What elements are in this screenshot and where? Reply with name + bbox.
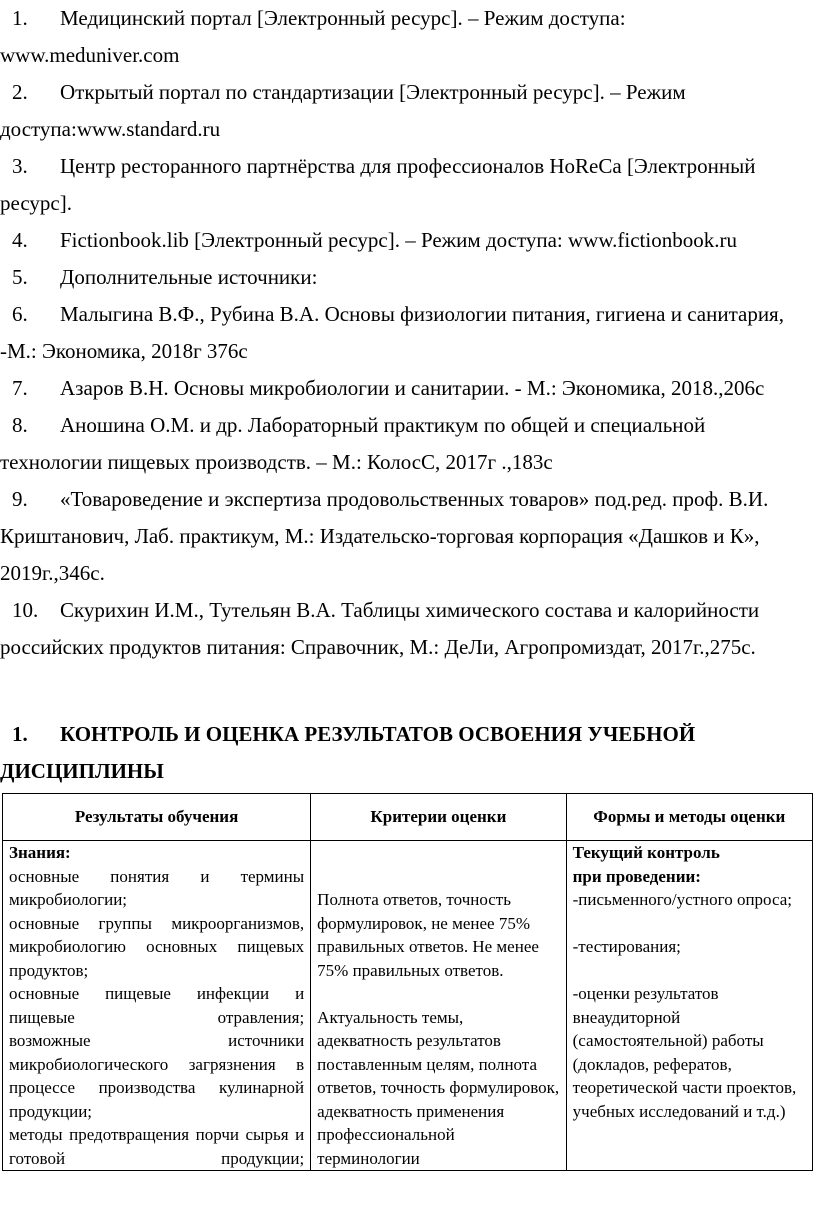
- reference-text: Открытый портал по стандартизации [Электронный ресурс]. – Режим доступа:www.standard.ru: [0, 80, 686, 141]
- reference-number: 2.: [12, 80, 28, 104]
- reference-item: [0, 481, 810, 592]
- assessment-form-item: -оценки результатов внеаудиторной (самостоятельной) работы (докладов, рефератов, теоретической части проектов, учебных исследований и т.д.): [572, 984, 797, 1121]
- reference-item: [0, 148, 810, 222]
- current-control-title: Текущий контроль: [572, 843, 720, 862]
- reference-text: Малыгина В.Ф., Рубина В.А. Основы физиологии питания, гигиена и санитария, -М.: Экономика, 2018г 376с: [0, 302, 784, 363]
- knowledge-item: основные пищевые инфекции и пищевые отравления;: [9, 984, 305, 1027]
- reference-item: [0, 222, 810, 259]
- assessment-criteria-cell: [311, 841, 566, 1171]
- section-title: КОНТРОЛЬ И ОЦЕНКА РЕЗУЛЬТАТОВ ОСВОЕНИЯ УЧЕБНОЙ ДИСЦИПЛИНЫ: [0, 722, 696, 783]
- reference-item: [0, 407, 810, 481]
- reference-item: [0, 296, 810, 370]
- reference-text: Азаров В.Н. Основы микробиологии и санитарии. - М.: Экономика, 2018.,206с: [60, 376, 765, 400]
- reference-number: 10.: [12, 598, 39, 622]
- reference-number: 9.: [12, 487, 28, 511]
- criteria-text: Полнота ответов, точность формулировок, не менее 75% правильных ответов. Не менее 75% правильных ответов.: [317, 890, 539, 980]
- reference-text: Fictionbook.lib [Электронный ресурс]. – Режим доступа: www.fictionbook.ru: [60, 228, 737, 252]
- knowledge-item: основные понятия и термины микробиологии;: [9, 866, 305, 909]
- reference-item: [0, 592, 810, 666]
- assessment-table: [2, 793, 813, 1171]
- reference-text: Скурихин И.М., Тутельян В.А. Таблицы химического состава и калорийности российских продуктов питания: Справочник, М.: ДеЛи, Агропромиздат, 2017г.,275с.: [0, 598, 760, 659]
- header-learning-results: Результаты обучения: [3, 794, 311, 841]
- assessment-form-item: -тестирования;: [572, 937, 681, 956]
- reference-number: 1.: [12, 6, 28, 30]
- reference-text: Центр ресторанного партнёрства для профессионалов HoReCa [Электронный ресурс].: [0, 154, 756, 215]
- knowledge-item: основные группы микроорганизмов,: [9, 913, 305, 933]
- reference-text: Дополнительные источники:: [60, 265, 318, 289]
- current-control-subtitle: при проведении:: [572, 866, 701, 886]
- assessment-form-item: -письменного/устного опроса;: [572, 890, 792, 909]
- knowledge-item: возможные источники микробиологического загрязнения в процессе производства кулинарной продукции;: [9, 1031, 305, 1121]
- reference-text: Аношина О.М. и др. Лабораторный практикум по общей и специальной технологии пищевых производств. – М.: КолосС, 2017г .,183с: [0, 413, 706, 474]
- knowledge-item: методы предотвращения порчи сырья и готовой продукции;: [9, 1125, 305, 1168]
- header-assessment-forms: Формы и методы оценки: [566, 794, 812, 841]
- header-assessment-criteria: Критерии оценки: [311, 794, 566, 841]
- knowledge-title: Знания:: [9, 843, 71, 862]
- learning-results-cell: [3, 841, 311, 1171]
- reference-number: 3.: [12, 154, 28, 178]
- section-heading: [0, 716, 800, 790]
- criteria-text: Актуальность темы, адекватность результатов поставленным целям, полнота ответов, точность формулировок, адекватность применения профессиональной терминологии: [317, 1007, 560, 1168]
- knowledge-item: микробиологию основных пищевых продуктов;: [9, 937, 305, 980]
- reference-item: [0, 259, 810, 296]
- reference-number: 7.: [12, 376, 28, 400]
- reference-item: [0, 0, 810, 74]
- reference-item: [0, 370, 810, 407]
- reference-item: [0, 74, 810, 148]
- reference-number: 6.: [12, 302, 28, 326]
- reference-number: 8.: [12, 413, 28, 437]
- table-row: [3, 841, 813, 1171]
- reference-text: Медицинский портал [Электронный ресурс]. – Режим доступа: www.meduniver.com: [0, 6, 626, 67]
- assessment-forms-cell: [566, 841, 812, 1171]
- reference-number: 4.: [12, 228, 28, 252]
- section-number: 1.: [12, 722, 28, 746]
- table-header-row: [3, 794, 813, 841]
- reference-number: 5.: [12, 265, 28, 289]
- reference-text: «Товароведение и экспертиза продовольственных товаров» под.ред. проф. В.И. Криштанович, Лаб. практикум, М.: Издательско-торговая корпорация «Дашков и К», 2019г.,346с.: [0, 487, 769, 585]
